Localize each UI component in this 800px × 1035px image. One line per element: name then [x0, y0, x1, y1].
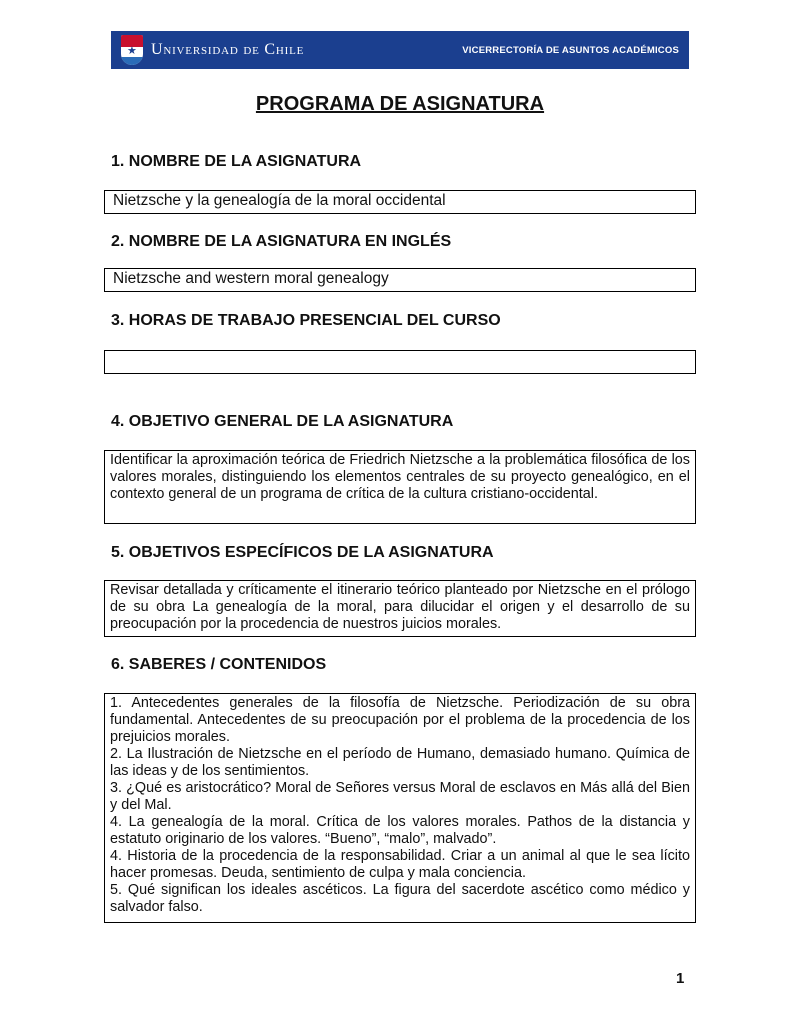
department-name: VICERRECTORÍA DE ASUNTOS ACADÉMICOS — [462, 44, 679, 56]
hours-field — [104, 350, 696, 374]
content-item: 1. Antecedentes generales de la filosofía de Nietzsche. Periodización de su obra fundamental. Antecedentes de su preocupación por el problema de la procedencia de los prejuicios morales. — [110, 695, 690, 745]
section-2-heading: 2. NOMBRE DE LA ASIGNATURA EN INGLÉS — [111, 233, 452, 250]
section-6-heading: 6. SABERES / CONTENIDOS — [111, 656, 327, 673]
page-number: 1 — [676, 970, 685, 987]
course-name-english-field: Nietzsche and western moral genealogy — [104, 268, 696, 292]
section-5-heading: 5. OBJETIVOS ESPECÍFICOS DE LA ASIGNATURA — [111, 544, 494, 561]
specific-objectives-field — [104, 580, 696, 637]
section-3-heading: 3. HORAS DE TRABAJO PRESENCIAL DEL CURSO — [111, 312, 501, 329]
general-objective-field — [104, 450, 696, 524]
university-crest-icon: ★ — [121, 35, 143, 65]
content-item: 4. Historia de la procedencia de la responsabilidad. Criar a un animal al que le sea lícito hacer promesas. Deuda, sentimiento de culpa y mala conciencia. — [110, 848, 690, 881]
general-objective-text: Identificar la aproximación teórica de Friedrich Nietzsche a la problemática filosófica de los valores morales, distinguiendo los elementos centrales de su proyecto genealógico, en el contexto general de un programa de crítica de la cultura cristiano-occidental. — [110, 452, 690, 502]
content-item: 3. ¿Qué es aristocrático? Moral de Señores versus Moral de esclavos en Más allá del Bien y del Mal. — [110, 780, 690, 813]
header-banner — [111, 31, 689, 69]
content-item: 5. Qué significan los ideales ascéticos. La figura del sacerdote ascético como médico y salvador falso. — [110, 882, 690, 915]
content-item: 4. La genealogía de la moral. Crítica de los valores morales. Pathos de la distancia y estatuto originario de los valores. “Bueno”, “malo”, malvado”. — [110, 814, 690, 847]
section-4-heading: 4. OBJETIVO GENERAL DE LA ASIGNATURA — [111, 413, 454, 430]
contents-field — [104, 693, 696, 923]
specific-objectives-text: Revisar detallada y críticamente el itinerario teórico planteado por Nietzsche en el prólogo de su obra La genealogía de la moral, para dilucidar el origen y el desarrollo de su preocupación por la procedencia de nuestros juicios morales. — [110, 582, 690, 632]
course-name-field: Nietzsche y la genealogía de la moral occidental — [104, 190, 696, 214]
university-name: Universidad de Chile — [151, 41, 305, 58]
section-1-heading: 1. NOMBRE DE LA ASIGNATURA — [111, 153, 362, 170]
content-item: 2. La Ilustración de Nietzsche en el período de Humano, demasiado humano. Química de las ideas y de los sentimientos. — [110, 746, 690, 779]
document-title: PROGRAMA DE ASIGNATURA — [255, 93, 545, 115]
